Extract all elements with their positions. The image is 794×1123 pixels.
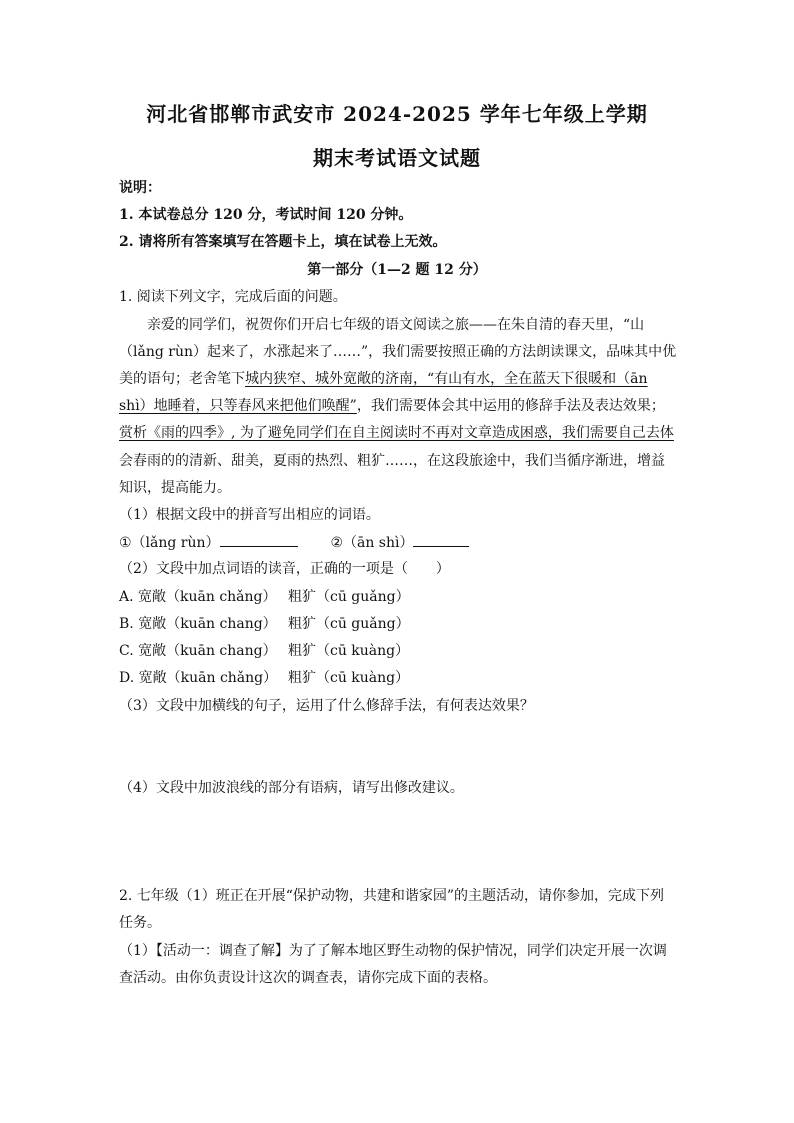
option-b-word2: 粗犷（cū guǎng） — [288, 616, 410, 632]
option-d[interactable] — [119, 668, 410, 688]
wavy-underlined-part: 赏析《雨的四季》, 为了避免同学们在自主阅读时不再对文章造成困惑，我们需要自己去体 — [119, 425, 674, 441]
passage-text: 美的语句；老舍笔下 — [119, 371, 245, 387]
instruction-item-2: 2. 请将所有答案填写在答题卡上，填在试卷上无效。 — [119, 234, 447, 250]
instruction-item-1: 1. 本试卷总分 120 分，考试时间 120 分钟。 — [119, 207, 413, 223]
option-d-word1: D. 宽敞（kuān chǎng） — [119, 670, 278, 686]
passage-text: ，我们需要体会其中运用的修辞手法及表达效果； — [356, 398, 665, 414]
instructions-label: 说明： — [119, 180, 161, 196]
q1-sub3: （3）文段中加横线的句子，运用了什么修辞手法，有何表达效果？ — [119, 698, 534, 714]
q1-sub1: （1）根据文段中的拼音写出相应的词语。 — [119, 507, 380, 523]
passage-text: 会春雨的的清新、甜美，夏雨的热烈、粗犷……，在这段旅途中，我们当循序渐进，增益 — [119, 453, 665, 469]
answer-blank-2[interactable] — [413, 532, 469, 547]
option-b[interactable] — [119, 614, 410, 634]
option-c-word1: C. 宽敞（kuān chang） — [119, 643, 277, 659]
q1-sub1-blanks — [119, 532, 469, 553]
q1-passage-line-7: 知识，提高能力。 — [119, 480, 231, 496]
option-d-word2: 粗犷（cū kuàng） — [288, 670, 410, 686]
option-a-word1: A. 宽敞（kuān chǎng） — [119, 589, 277, 605]
option-b-word1: B. 宽敞（kuān chang） — [119, 616, 277, 632]
answer-blank-1[interactable] — [220, 532, 298, 547]
q1-passage-line-2: （lǎng rùn）起来了，水涨起来了……”，我们需要按照正确的方法朗读课文，品味其中优 — [119, 344, 677, 360]
blank-label-1: ①（lǎng rùn） — [119, 535, 220, 551]
q1-sub4: （4）文段中加波浪线的部分有语病，请写出修改建议。 — [119, 780, 464, 796]
q1-passage-line-6 — [119, 451, 665, 471]
q1-stem: 1. 阅读下列文字，完成后面的问题。 — [119, 289, 347, 305]
q2-line-2: 任务。 — [119, 915, 161, 931]
option-a-word2: 粗犷（cū guǎng） — [288, 589, 410, 605]
q2-line-4: 查活动。由你负责设计这次的调查表，请你完成下面的表格。 — [119, 970, 497, 986]
q1-passage-line-3 — [119, 369, 648, 389]
option-a[interactable] — [119, 587, 410, 607]
q1-sub2: （2）文段中加点词语的读音，正确的一项是（ ） — [119, 561, 450, 577]
underlined-sentence: 城内狭窄、城外宽敞的济南，“有山有水，全在蓝天下很暖和（ān — [245, 371, 648, 387]
exam-title-line1: 河北省邯郸市武安市 2024-2025 学年七年级上学期 — [146, 102, 648, 126]
q1-passage-line-5 — [119, 423, 674, 443]
exam-title-line2: 期末考试语文试题 — [313, 146, 481, 170]
q2-line-3: （1）【活动一：调查了解】为了了解本地区野生动物的保护情况，同学们决定开展一次调 — [119, 943, 667, 959]
option-c[interactable] — [119, 641, 410, 661]
blank-label-2: ②（ān shì） — [330, 535, 414, 551]
option-c-word2: 粗犷（cū kuàng） — [288, 643, 410, 659]
q1-passage-line-1: 亲爱的同学们，祝贺你们开启七年级的语文阅读之旅——在朱自清的春天里，“山 — [147, 317, 645, 333]
q1-passage-line-4 — [119, 396, 665, 416]
underlined-sentence-cont: shì）地睡着，只等春风来把他们唤醒” — [119, 398, 357, 414]
q2-line-1: 2. 七年级（1）班正在开展“保护动物，共建和谐家园”的主题活动，请你参加，完成下列 — [119, 888, 665, 904]
part1-heading: 第一部分（1—2 题 12 分） — [307, 262, 487, 278]
